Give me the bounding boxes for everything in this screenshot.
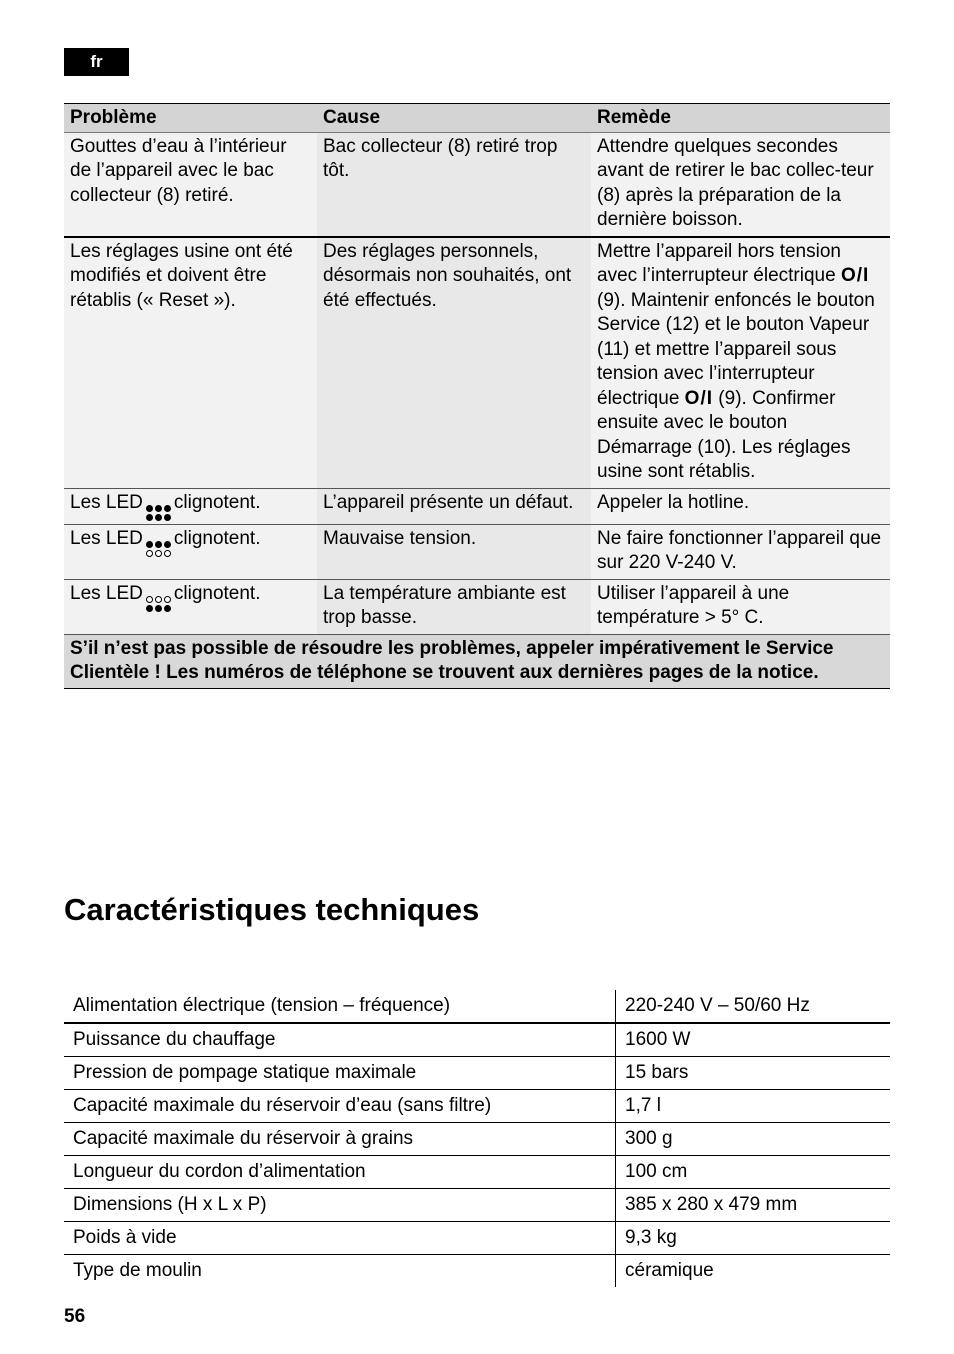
problem-text: clignotent. (173, 491, 261, 513)
problem-cell (64, 524, 317, 579)
remedy-cell (591, 237, 890, 489)
problem-cell (64, 579, 317, 634)
header-cause: Cause (317, 104, 591, 133)
led-top-on-icon (146, 541, 171, 557)
service-note: S’il n’est pas possible de résoudre les problèmes, appeler impérativement le Service Clientèle ! Les numéros de téléphone se trouvent aux dernières pages de la notice. (64, 634, 890, 688)
problem-text: Les LED (70, 491, 143, 513)
table-row (64, 132, 890, 237)
table-row (64, 1255, 890, 1288)
troubleshooting-table (64, 103, 890, 689)
cause-cell: Des réglages personnels, désormais non souhaités, ont été effectués. (317, 237, 591, 489)
spec-label: Type de moulin (73, 1260, 202, 1281)
spec-label: Capacité maximale du réservoir à grains (64, 1123, 616, 1156)
remedy-cell: Utiliser l’appareil à une température > 5° C. (591, 579, 890, 634)
spec-label: Pression de pompage statique maximale (64, 1057, 616, 1090)
section-title: Caractéristiques techniques (64, 892, 480, 927)
spec-value: 100 cm (616, 1156, 891, 1189)
table-row (64, 1090, 890, 1123)
remedy-text: Mettre l’appareil hors tension avec l’interrupteur électrique (597, 240, 841, 286)
table-row (64, 1057, 890, 1090)
problem-cell: Gouttes d’eau à l’intérieur de l’appareil avec le bac collecteur (8) retiré. (64, 132, 317, 237)
language-badge: fr (64, 48, 129, 76)
table-note-row (64, 634, 890, 688)
table-row (64, 579, 890, 634)
cause-cell: Mauvaise tension. (317, 524, 591, 579)
spec-label: Dimensions (H x L x P) (64, 1189, 616, 1222)
table-row (64, 1156, 890, 1189)
power-switch-symbol: O/I (684, 387, 714, 409)
table-row (64, 1023, 890, 1057)
table-header-row (64, 104, 890, 133)
specs-table (64, 990, 890, 1287)
problem-cell: Les réglages usine ont été modifiés et doivent être rétablis (« Reset »). (64, 237, 317, 489)
spec-value: céramique (616, 1255, 891, 1288)
remedy-cell: Ne faire fonctionner l’appareil que sur 220 V-240 V. (591, 524, 890, 579)
cause-cell: La température ambiante est trop basse. (317, 579, 591, 634)
problem-cell (64, 488, 317, 524)
spec-label: Alimentation électrique (tension – fréquence) (64, 990, 616, 1023)
table-row (64, 488, 890, 524)
power-switch-symbol: O/I (840, 265, 870, 286)
remedy-cell: Attendre quelques secondes avant de retirer le bac collec-teur (8) après la préparation de la dernière boisson. (591, 132, 890, 237)
problem-text: clignotent. (173, 527, 261, 549)
table-row (64, 1222, 890, 1255)
spec-value: 15 bars (616, 1057, 891, 1090)
cause-cell: Bac collecteur (8) retiré trop tôt. (317, 132, 591, 237)
cause-cell: L’appareil présente un défaut. (317, 488, 591, 524)
problem-text: clignotent. (173, 582, 261, 604)
spec-label: Capacité maximale du réservoir d’eau (sans filtre) (64, 1090, 616, 1123)
spec-label: Puissance du chauffage (64, 1023, 616, 1057)
spec-value: 300 g (616, 1123, 891, 1156)
spec-value: 220-240 V – 50/60 Hz (616, 990, 891, 1023)
spec-value: 385 x 280 x 479 mm (616, 1189, 891, 1222)
table-row (64, 1123, 890, 1156)
table-row (64, 990, 890, 1023)
spec-value: 9,3 kg (616, 1222, 891, 1255)
page-number: 56 (64, 1306, 86, 1327)
led-all-on-icon (146, 505, 171, 521)
problem-text: Les LED (70, 527, 143, 549)
remedy-cell: Appeler la hotline. (591, 488, 890, 524)
header-remede: Remède (591, 104, 890, 133)
table-row (64, 1189, 890, 1222)
table-row (64, 524, 890, 579)
spec-value: 1,7 l (616, 1090, 891, 1123)
spec-label: Longueur du cordon d’alimentation (64, 1156, 616, 1189)
spec-value: 1600 W (616, 1023, 891, 1057)
table-row (64, 237, 890, 489)
remedy-text: (9). Confirmer ensuite avec le bouton Démarrage (10). Les réglages usine sont rétablis. (597, 387, 851, 482)
spec-label: Poids à vide (64, 1222, 616, 1255)
problem-text: Les LED (70, 582, 143, 604)
header-probleme: Problème (64, 104, 317, 133)
remedy-text: (9). Maintenir enfoncés le bouton Service (12) et le bouton Vapeur (11) et mettre l’appareil sous tension avec l’interrupteur électrique (597, 289, 875, 409)
led-bottom-on-icon (146, 596, 171, 612)
